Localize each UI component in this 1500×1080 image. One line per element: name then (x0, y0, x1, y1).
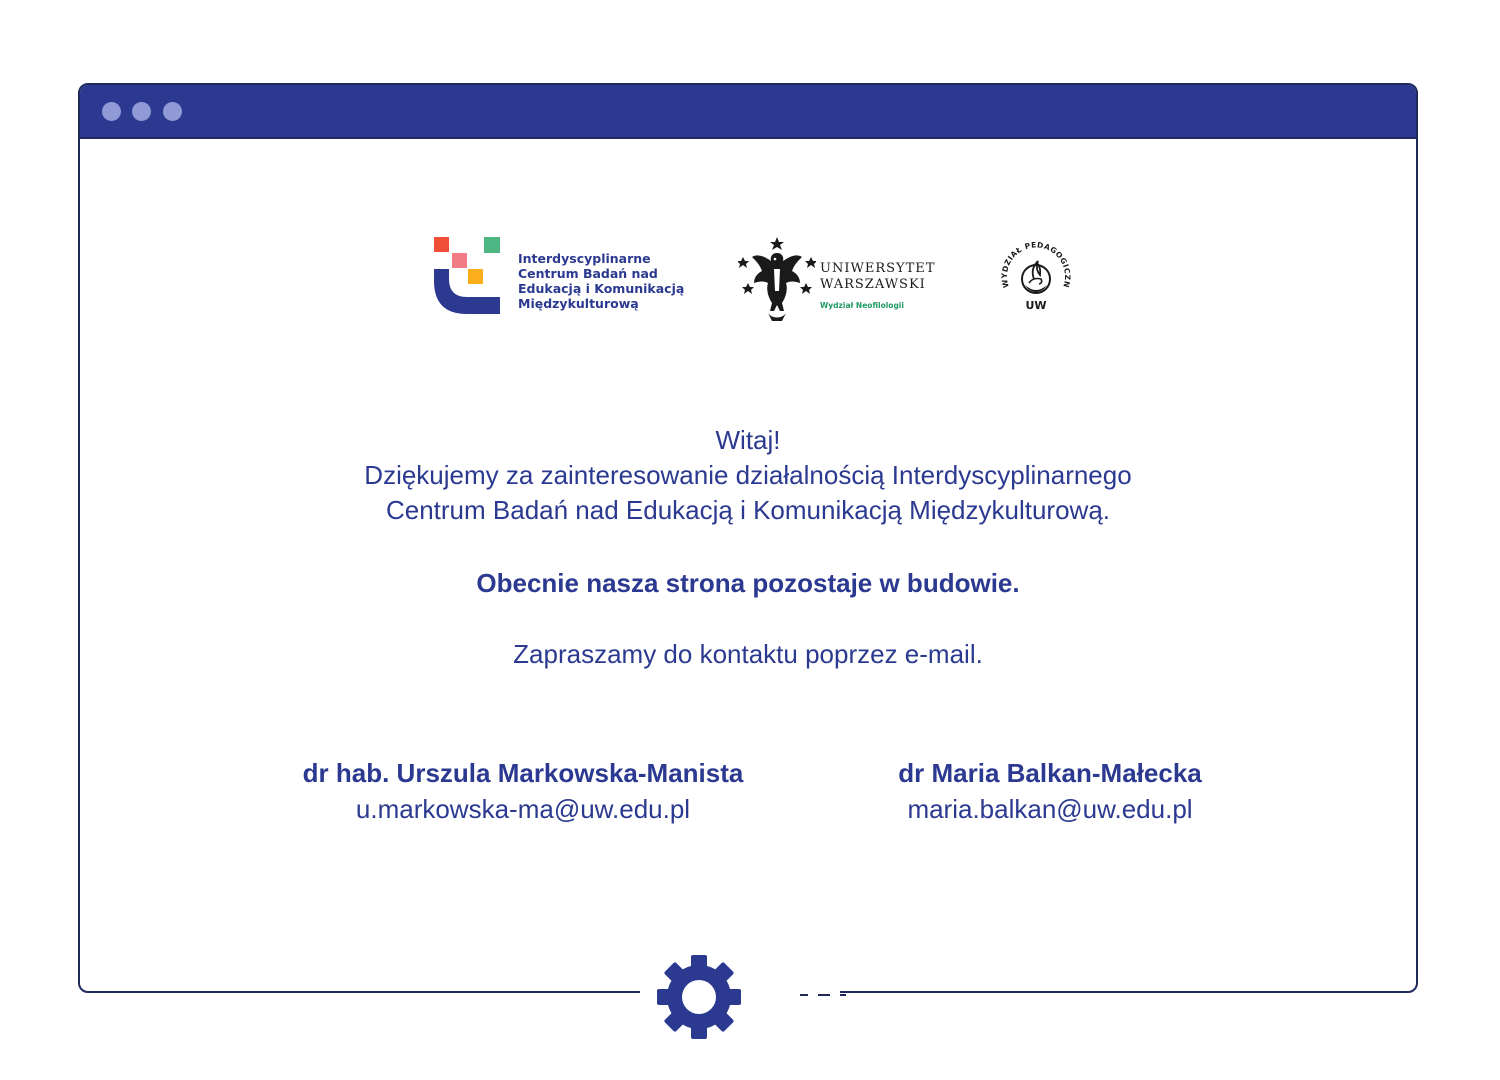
contact-card (268, 755, 778, 827)
icbe-logo-text: Interdyscyplinarne Centrum Badań nad Edukacją i Komunikacją Międzykulturową (518, 251, 685, 311)
window-dot-icon[interactable] (102, 102, 121, 121)
icbe-logo-mark-icon (432, 235, 512, 325)
wp-center-text: UW (1025, 299, 1047, 312)
gear-icon (655, 953, 743, 1041)
window-titlebar (80, 85, 1416, 139)
greeting: Witaj! (715, 425, 781, 455)
window-dot-icon[interactable] (163, 102, 182, 121)
border-dashes (800, 994, 846, 998)
browser-window (78, 83, 1418, 993)
contact-email-link[interactable]: u.markowska-ma@uw.edu.pl (355, 794, 691, 824)
contact-card (850, 755, 1250, 827)
uw-faculty: Wydział Neofilologii (820, 301, 904, 310)
under-construction-notice: Obecnie nasza strona pozostaje w budowie. (476, 568, 1020, 598)
contact-email-link[interactable]: maria.balkan@uw.edu.pl (907, 794, 1193, 824)
contact-invite: Zapraszamy do kontaktu poprzez e-mail. (513, 639, 983, 669)
lamp-seal-icon (997, 239, 1077, 319)
wp-logo (997, 239, 1077, 319)
eagle-crest-icon (738, 235, 816, 323)
message-line-2: Centrum Badań nad Edukacją i Komunikacją Międzykulturową. (385, 495, 1111, 525)
uw-logo (738, 235, 958, 325)
contact-name: dr Maria Balkan-Małecka (898, 758, 1202, 788)
uw-name: UNIWERSYTET WARSZAWSKI (820, 261, 936, 292)
wp-ring-text: WYDZIAŁ PEDAGOGICZN (999, 240, 1073, 289)
contact-name: dr hab. Urszula Markowska-Manista (302, 758, 744, 788)
window-dot-icon[interactable] (132, 102, 151, 121)
welcome-message (80, 423, 1416, 672)
message-line-1: Dziękujemy za zainteresowanie działalnością Interdyscyplinarnego (364, 460, 1132, 490)
partner-logos (80, 235, 1416, 335)
icbe-logo (432, 235, 692, 325)
